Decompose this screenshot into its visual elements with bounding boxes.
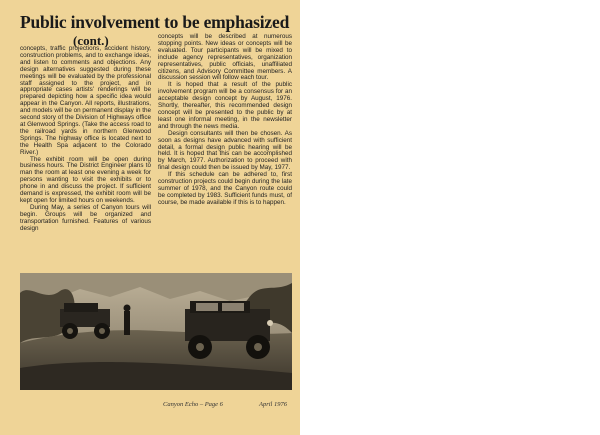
right-paragraph-2: It is hoped that a result of the public involvement program will be a consensus for an acceptable design concept by August, 1976. Shortly, thereafter, this recommended design concept will be presented to the public by at least one informal meeting, in the newsletter and through the news media. (158, 81, 292, 130)
left-paragraph-3: During May, a series of Canyon tours will begin. Groups will be organized and transportation furnished. Features of various design (20, 203, 151, 232)
standing-figure (124, 305, 131, 336)
article-subtitle: (cont.) (73, 33, 109, 48)
article-title: Public involvement to be emphasized (20, 12, 290, 32)
blank-area (300, 0, 600, 435)
footer-publication: Canyon Echo – Page 6 (163, 401, 223, 408)
right-paragraph-1: concepts will be described at numerous stopping points. New ideas or concepts will be evaluated. Tour participants will be mixed to include agency representatives, organization representatives, public officials, unaffiliated citizens, and Advisory Committee members. A discussion session will follow each tour. (158, 33, 292, 82)
footer-date: April 1976 (259, 401, 287, 408)
left-paragraph-2: The exhibit room will be open during business hours. The District Engineer plans to man the room at least one evening a week for persons wanting to visit the exhibits or to phone in and discuss the project. If sufficient demand is expressed, the exhibit room will be kept open for limited hours on weekends. (20, 155, 151, 204)
right-column (158, 34, 292, 207)
right-paragraph-3: Design consultants will then be chosen. As soon as designs have advanced with sufficient detail, a formal design public hearing will be held. It is hoped that this can be accomplished by March, 1977. Authorization to proceed with final design could then be issued by May, 1977. (158, 129, 292, 172)
canyon-road-photo (20, 273, 292, 390)
left-column (20, 46, 151, 232)
right-paragraph-4: If this schedule can be adhered to, first construction projects could begin during the late summer of 1978, and the Canyon route could be completed by 1983. Sufficient funds must, of course, be made available if this is to happen. (158, 171, 292, 206)
left-paragraph-1: concepts, traffic projections, accident history, construction problems, and to exchange ideas, and listen to comments and objections. Any design alternatives suggested during these meetings will be evaluated by the professional staff assigned to the project, and in appropriate cases artists' renderings will be prepared depicting how a specific idea would appear in the Canyon. All reports, illustrations, and models will be on permanent display in the second story of the Division of Highways office at Glenwood Springs. (Take the access road to the railroad yards in northern Glenwood Springs. The highway office is located next to the Health Spa adjacent to the Colorado River.) (20, 45, 151, 156)
